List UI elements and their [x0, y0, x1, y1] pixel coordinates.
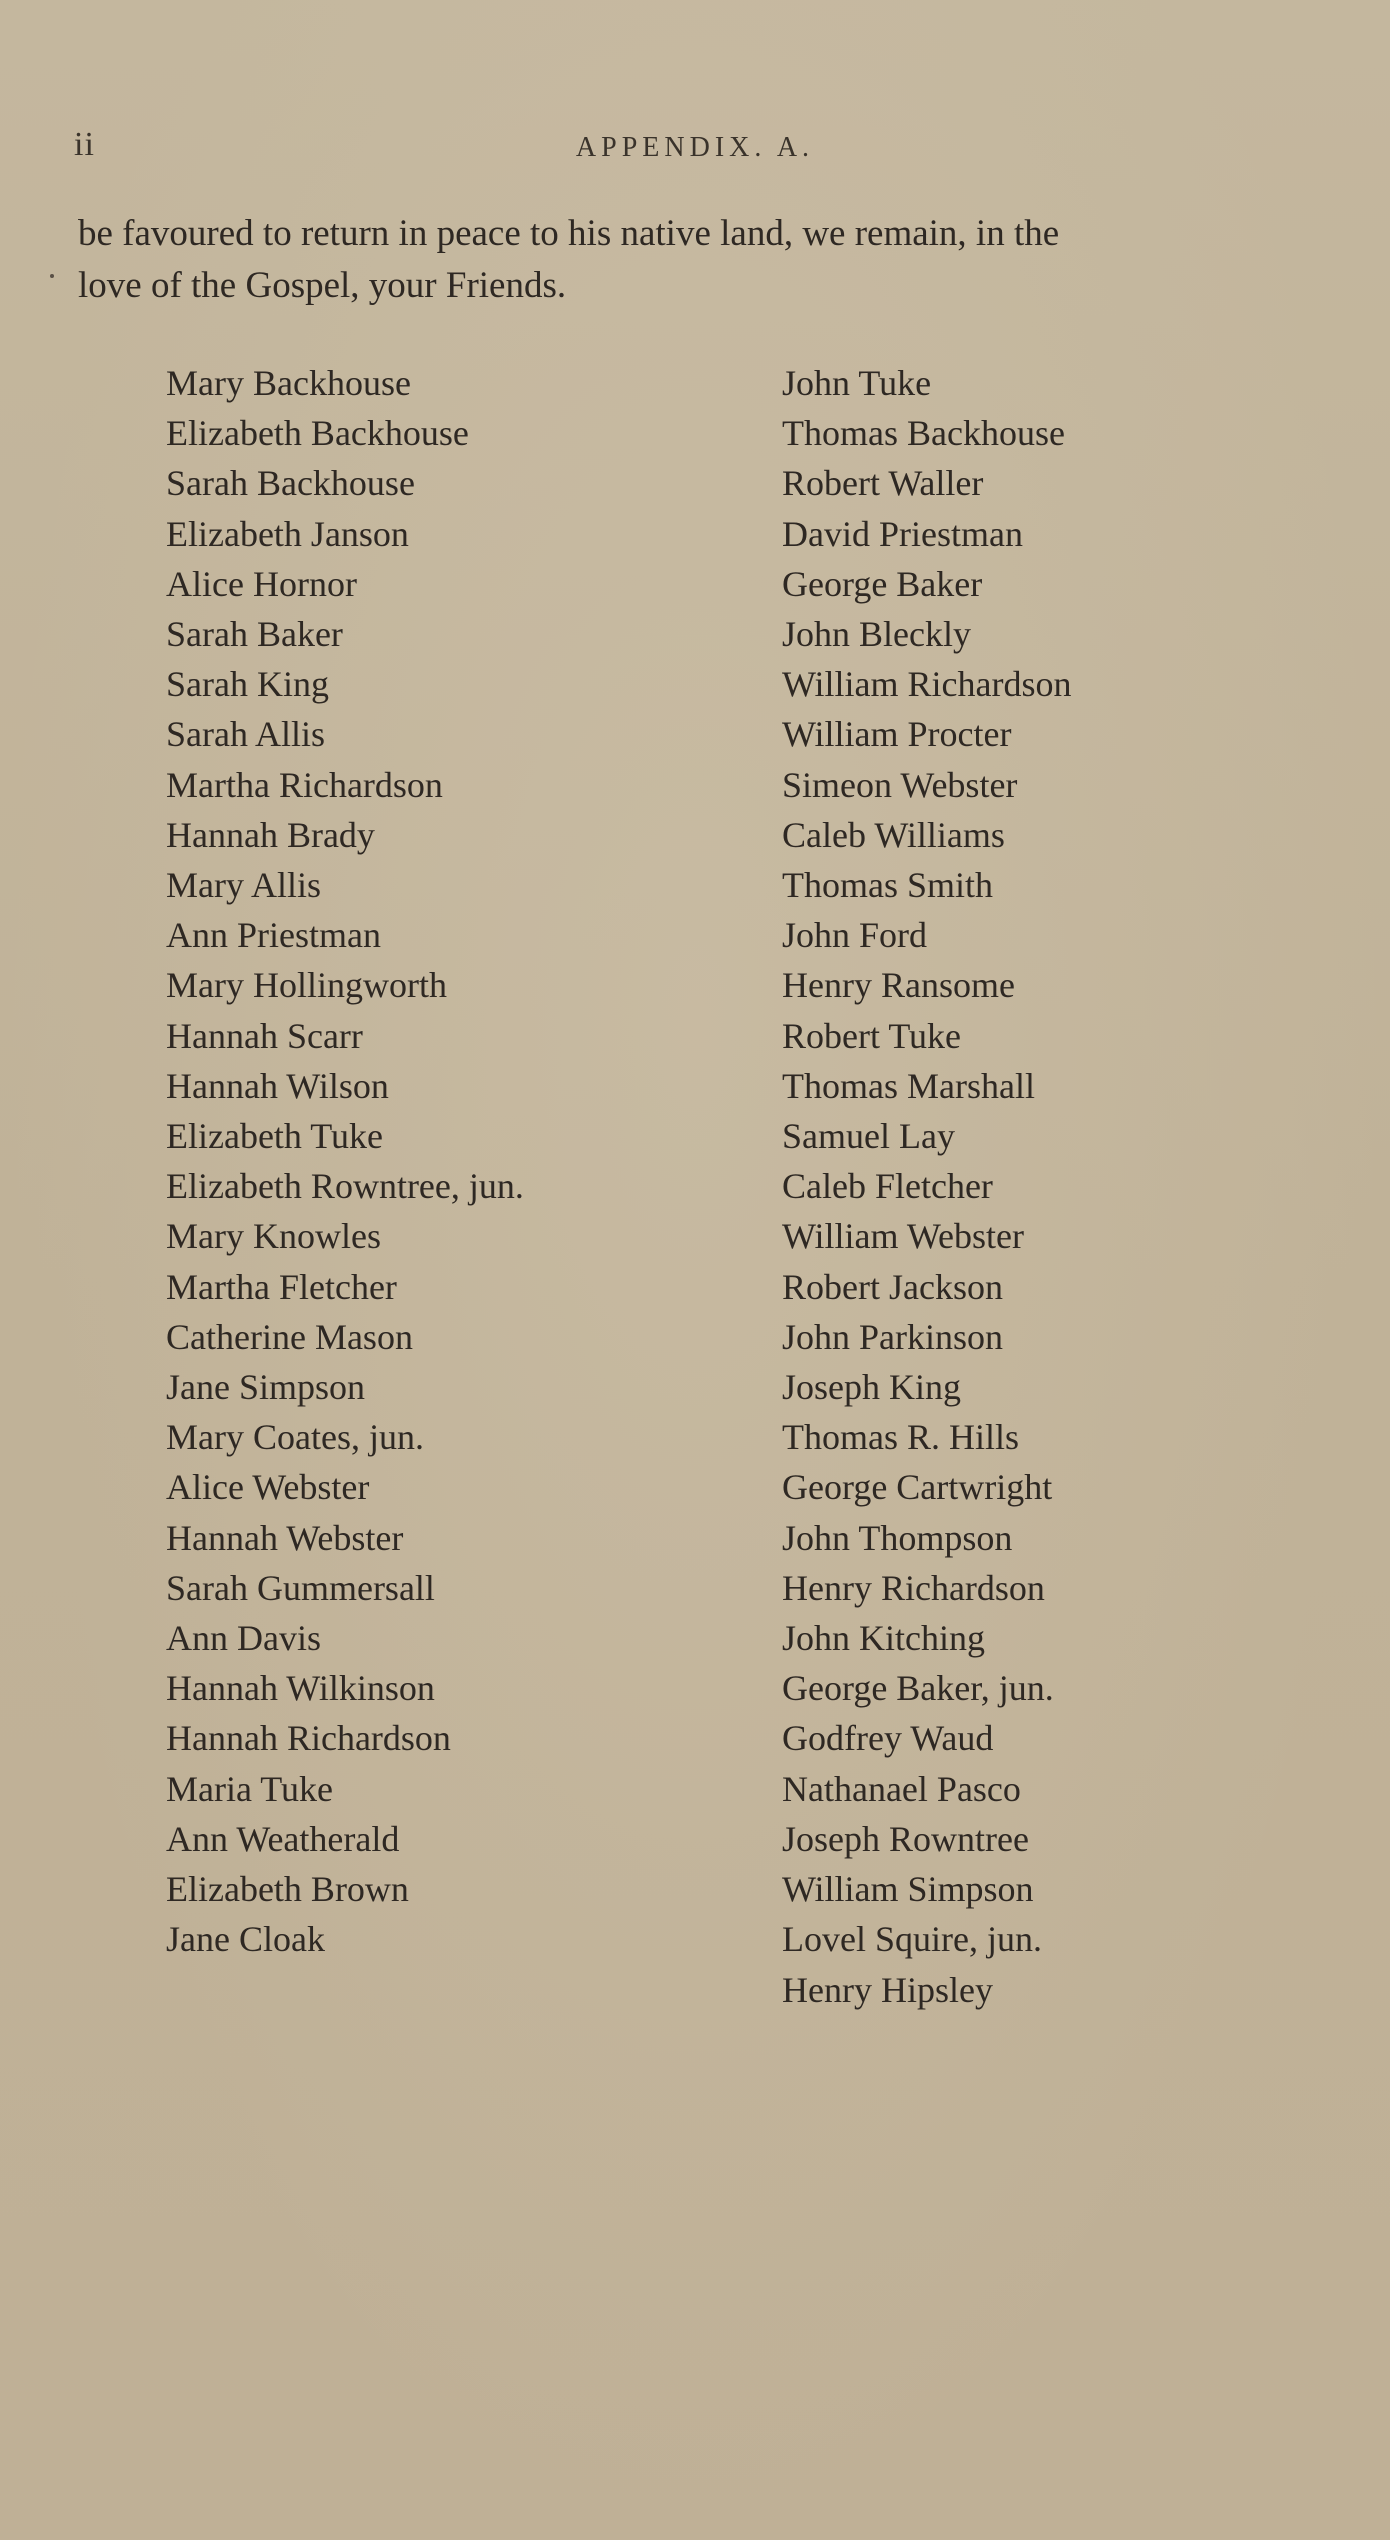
signatory-name: John Parkinson — [782, 1316, 1004, 1357]
signatory-name: John Tuke — [782, 363, 932, 403]
running-head: APPENDIX. A. — [575, 132, 815, 163]
signatory-name: George Baker — [782, 563, 983, 604]
signatory-name: Robert Jackson — [782, 1266, 1003, 1307]
signatory-name: Sarah Baker — [166, 614, 343, 655]
signatory-name: George Cartwright — [782, 1467, 1053, 1508]
signatory-name: Alice Hornor — [166, 563, 357, 604]
signatory-name: Maria Tuke — [166, 1768, 334, 1809]
signatories-left-column — [166, 358, 524, 1965]
signatory-name: Robert Waller — [782, 463, 984, 504]
signatory-name: Caleb Fletcher — [782, 1166, 993, 1207]
signatory-name: Robert Tuke — [782, 1015, 962, 1056]
signatory-name: Mary Knowles — [166, 1216, 381, 1257]
signatory-name: Ann Priestman — [166, 915, 381, 956]
signatory-name: Elizabeth Janson — [166, 513, 409, 554]
signatory-name: Sarah Backhouse — [166, 463, 415, 504]
signatory-name: Nathanael Pasco — [782, 1768, 1021, 1809]
signatory-name: Hannah Scarr — [166, 1015, 363, 1056]
signatory-name: Joseph King — [782, 1367, 961, 1408]
signatory-name: Hannah Webster — [166, 1517, 404, 1558]
signatory-name: Joseph Rowntree — [782, 1818, 1029, 1859]
signatory-name: John Thompson — [782, 1517, 1013, 1558]
signatory-name: Henry Richardson — [782, 1567, 1045, 1608]
signatory-name: Sarah Gummersall — [166, 1567, 435, 1608]
signatory-name: Sarah Allis — [166, 714, 325, 755]
signatory-name: Catherine Mason — [166, 1316, 413, 1357]
paragraph-line: love of the Gospel, your Friends. — [78, 265, 567, 306]
signatory-name: Lovel Squire, jun. — [782, 1919, 1042, 1960]
signatory-name: George Baker, jun. — [782, 1668, 1054, 1709]
ink-speck — [50, 274, 54, 278]
signatory-name: Sarah King — [166, 664, 329, 705]
signatory-name: Martha Richardson — [166, 764, 443, 805]
signatory-name: Elizabeth Brown — [166, 1869, 409, 1910]
signatory-name: Elizabeth Tuke — [166, 1116, 383, 1157]
signatory-name: Hannah Wilson — [166, 1065, 389, 1106]
signatory-name: John Kitching — [782, 1618, 985, 1659]
signatory-name: Caleb Williams — [782, 814, 1005, 855]
signatory-name: Mary Coates, jun. — [166, 1417, 424, 1458]
signatory-name: Mary Backhouse — [166, 363, 411, 403]
closing-paragraph — [78, 208, 1328, 312]
signatory-name: Elizabeth Backhouse — [166, 413, 469, 454]
signatory-name: Simeon Webster — [782, 764, 1018, 805]
signatories-right-column — [782, 358, 1072, 2015]
signatory-name: Thomas Backhouse — [782, 413, 1065, 454]
paragraph-line: be favoured to return in peace to his native land, we remain, in the — [78, 213, 1060, 254]
signatory-name: William Simpson — [782, 1869, 1034, 1910]
signatory-name: Ann Davis — [166, 1618, 321, 1659]
signatory-name: William Procter — [782, 714, 1012, 755]
signatory-name: Martha Fletcher — [166, 1266, 397, 1307]
signatory-name: Alice Webster — [166, 1467, 370, 1508]
signatory-name: Thomas Smith — [782, 865, 994, 906]
signatory-name: Thomas Marshall — [782, 1065, 1035, 1106]
signatory-name: John Bleckly — [782, 614, 971, 655]
signatory-name: David Priestman — [782, 513, 1023, 554]
signatory-name: Henry Ransome — [782, 965, 1015, 1006]
page-header — [70, 126, 1320, 174]
signatory-name: Hannah Richardson — [166, 1718, 451, 1759]
signatory-name: Godfrey Waud — [782, 1718, 994, 1759]
signatory-name: Mary Allis — [166, 865, 322, 906]
signatory-name: Hannah Wilkinson — [166, 1668, 435, 1709]
signatory-name: Jane Simpson — [166, 1367, 366, 1408]
signatory-name: William Webster — [782, 1216, 1024, 1257]
signatory-name: John Ford — [782, 915, 928, 956]
signatory-name: Jane Cloak — [166, 1919, 325, 1960]
signatory-name: William Richardson — [782, 664, 1072, 705]
signatory-name: Thomas R. Hills — [782, 1417, 1020, 1458]
signatory-name: Mary Hollingworth — [166, 965, 447, 1006]
page-number: ii — [74, 126, 95, 163]
signatory-name: Samuel Lay — [782, 1116, 955, 1157]
signatory-name: Elizabeth Rowntree, jun. — [166, 1166, 524, 1207]
signatory-name: Ann Weatherald — [166, 1818, 400, 1859]
signatory-name: Hannah Brady — [166, 814, 375, 855]
signatory-name: Henry Hipsley — [782, 1969, 993, 2010]
